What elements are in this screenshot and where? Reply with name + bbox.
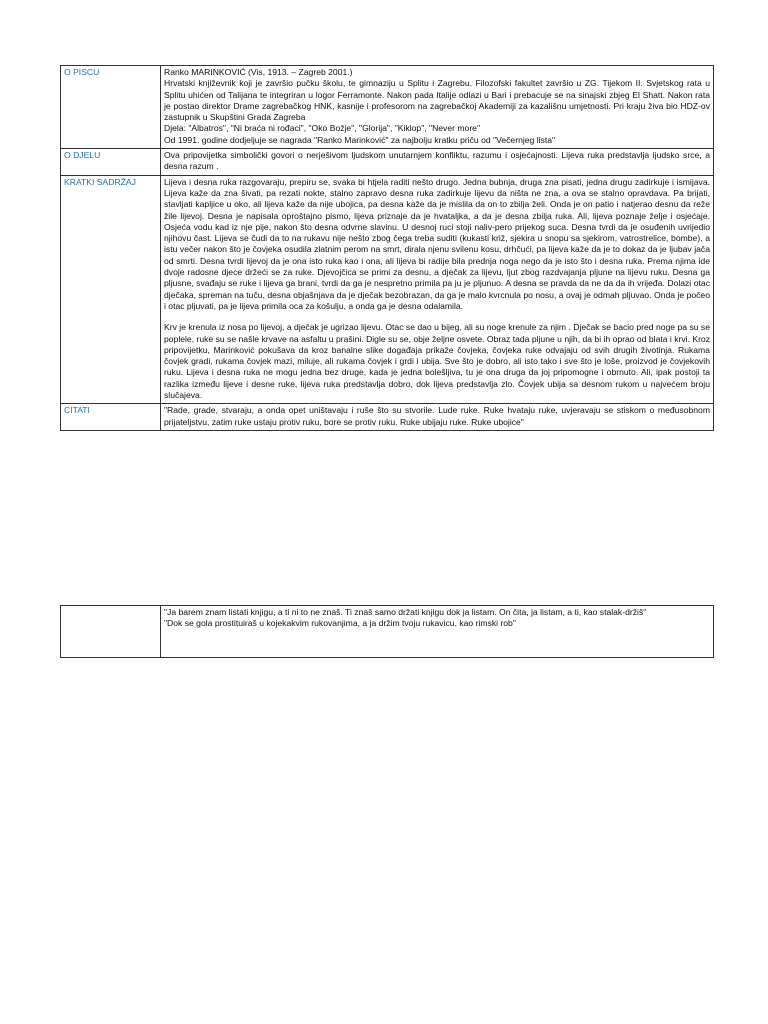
summary-paragraph-2: Krv je krenula iz nosa po lijevoj, a dječak je ugrizao lijevu. Otac se dao u bijeg, ali su noge krenule za njim . Dječak se bacio pred noge pa su se poplele, ruke su se našle krvave na asfaltu u prašini. Digle su se, obje željne osvete. Obraz tada pljune u njih, da bi ih oprao od blata i krvi. Kroz pripovijetku, Marinković pokušava da kroz banalne slike događaja prikaže čovjeka, čovjeka ruke odvajaju od svih drugih životinja. Rukama čovjek gradi, rukama čovjek mazi, miluje, ali rukama čovjek i grdi i ubija. Sve što je dobro, ali isto tako i sve što je loše, proizvod je čovjekovih ruku. Lijeva i desna ruka ne mogu jedna bez druge, kada je jedna bolešljiva, tu je ona druga da joj pripomogne i obrnuto. Ali, ipak postoji ta razlika između lijeve i desne ruke, lijeva ruka predstavlja dobro, dok lijeva predstavlja zlo. Čovjek ubija sa desnom rukom u najvećem broju slučajeva. <box>164 322 711 401</box>
table-row-o-piscu <box>61 66 714 149</box>
row-label: KRATKI SADRŽAJ <box>61 175 161 404</box>
row-label: O DJELU <box>61 149 161 176</box>
row-label: CITATI <box>61 404 161 431</box>
award-line: Od 1991. godine dodjeljuje se nagrada "Ranko Marinković" za najbolju kratku priču od "Večernjeg lista" <box>164 134 556 145</box>
author-name-line: Ranko MARINKOVIĆ (Vis, 1913. – Zagreb 2001.) <box>164 67 353 77</box>
table-row-kratki-sadrzaj <box>61 175 714 404</box>
quote-line-1: "Ja barem znam listati knjigu, a ti ni to ne znaš. Ti znaš samo držati knjigu dok ja listam. On čita, ja listam, a ti, kao stalak-držiš" <box>164 607 647 617</box>
quote-text: "Rade, grade, stvaraju, a onda opet uništavaju i ruše što su stvorile. Lude ruke. Ruke hvataju ruke, uvjeravaju se stiskom o međusobnom prijateljstvu, zatim ruke ustaju protiv ruku, bore se protiv ruku. Ruke ubijaju ruke. Ruke ubojice" <box>164 405 710 427</box>
row-content <box>161 175 714 404</box>
row-content <box>161 149 714 176</box>
row-content <box>161 66 714 149</box>
paragraph-gap <box>164 312 710 322</box>
row-label: O PISCU <box>61 66 161 149</box>
works-list-line: Djela: "Albatros", "Ni braća ni rođaci", "Oko Božje", "Glorija", "Kiklop", "Never more" <box>164 123 481 134</box>
table-row-citati <box>61 404 714 431</box>
author-bio-text: Hrvatski književnik koji je završio pučku školu, te gimnaziju u Splitu i Zagrebu. Filozofski fakultet završio u ZG. Tijekom II. Svjetskog rata u Splitu uhićen od Talijana te integriran u logor Ferramonte. Nakon pada Italije odlazi u Bari i prebacuje se na sinajski zbjeg El Shatt. Nakon rata je postao direktor Drame zagrebačkog HNK, kasnije i profesorom na zagrebačkoj Akademiji za kazališnu umjetnosti. Pri kraju živa bio HDZ-ov zastupnik u Skupštini Grada Zagreba <box>164 78 710 123</box>
summary-table <box>60 65 714 431</box>
quotes-table <box>60 605 714 658</box>
summary-paragraph-1: Lijeva i desna ruka razgovaraju, prepiru se, svaka bi htjela raditi nešto drugo. Jedna bubnja, druga zna pisati, jedna drugu zadirkuje i ismijava. Lijeva kaže da zna šivati, pa rezati nokte, stalno zapravo desna ruka zadirkuje lijevu da ništa ne zna, a ova se stalno opravdava. Pa brijati, stavljati kapljice u oko, ali lijeva kaže da nije ubojica, pa desna kaže da je mislila da on to zbilja želi. Onda je on patio i natjerao desnu da reže žile lijevoj. Desna je napisala oproštajno pismo, lijeva priznaje da je hvataljka, a da je desna zbilja ruka. Ali, lijeva poznaje želje i osjećaje. Osjeća vodu kad iz nje pije, nakon što desna odvrne slavinu. U desnoj ruci stoji naliv-pero prijekog suca. Desna tvrdi da je osuđenih uvrijedio njihovu čast. Lijeva se čudi da to na rukavu nije nešto zbog čega treba suditi (kukasti križ, sjekira u snopu sa sjekirom, vatrostrelice, bombe), a istu večer nakon što je čovjeka osudila zlatnim perom na smrt, dirala njenu svilenu kosu, drhčući, pa lijeva kaže da je to dokaz da je ljubav jača od smrti. Desna tvrdi lijevoj da je ona isto ruka kao i ona, ali lijeva bi radije bila prednja noga nego da je isto što i desna ruka. Prema njima ide dvoje radosne djece držeći se za ruke. Djevojčica se primi za desnu, a dječak za lijevu, ljut zbog razdvajanja pljune na lijevu ruku. Desna ga pljusne, svađaju se ruke i lijeva ga brani, tvrdi da ga je nespretno primila pa ju je pljunuo. A desna se pravda da ne da da ih vrijeđa. Dolazi otac dječaka, spreman na tuču, desna objašnjava da je dječak bezobrazan, da ga je malo kvrcnula po nosu, a ovaj je odmah pljuvao. Onda je počeo i otac pljuvati, pa je lijeva primila oca za košulju, a onda ga je desna odalamila. <box>164 176 710 311</box>
row-label <box>61 606 161 658</box>
table-row-o-djelu <box>61 149 714 176</box>
work-description-text: Ova pripovijetka simbolički govori o nerješivom ljudskom unutarnjem konfliktu, razumu i osjećajnosti. Lijeva ruka predstavlja ljudsko srce, a desna razum . <box>164 150 710 172</box>
row-content <box>161 404 714 431</box>
quote-line-2: "Dok se gola prostituiraš u kojekakvim rukovanjima, a ja držim tvoju rukavicu, kao rimski rob" <box>164 618 516 629</box>
row-content <box>161 606 714 658</box>
table-row-quotes <box>61 606 714 658</box>
